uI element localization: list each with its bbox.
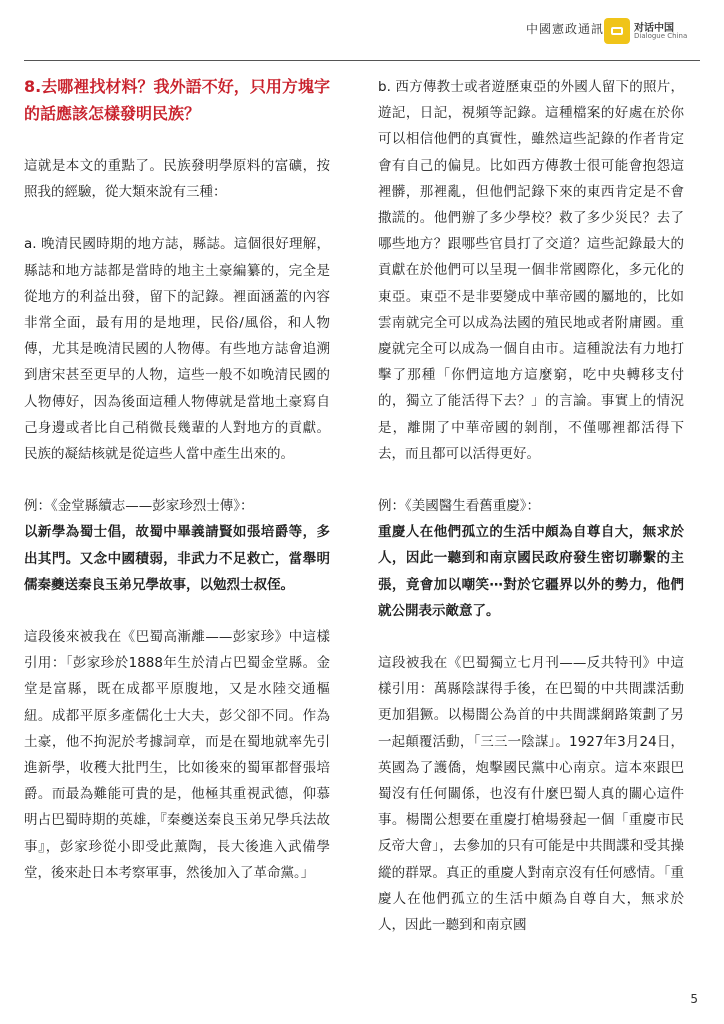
brand-text: 中國憲政通訊	[525, 22, 604, 36]
header-divider	[24, 60, 700, 61]
citation-paragraph: 這段後來被我在《巴蜀高漸離——彭家珍》中這樣引用：「彭家珍於1888年生於清占巴蜀金堂縣。金堂是富縣，既在成都平原腹地，又是水陸交通樞紐。成都平原多產儒化士大夫，彭父卻不同。作為土豪，他不拘泥於考據詞章，而是在蜀地就率先引進新學，收穫大批門生，比如後來的蜀軍都督張培爵。而最為難能可貴的是，他極其重視武德，仰慕明占巴蜀時期的英雄，『秦夔送秦良玉弟兄學兵法故事』，彭家珍從小即受此薰陶，長大後進入武備學堂，後來赴日本考察軍事，然後加入了革命黨。」	[24, 629, 330, 881]
example-quote: 以新學為蜀士倡，故蜀中畢義請賢如張培爵等，多出其門。又念中國積弱，非武力不足救亡，當舉明儒秦夔送秦良玉弟兄學故事，以勉烈士叔侄。	[24, 524, 330, 593]
example-quote: 重慶人在他們孤立的生活中頗為自尊自大，無求於人，因此一聽到和南京國民政府發生密切聯繫的主張，竟會加以嘲笑⋯對於它疆界以外的勢力，他們就公開表示敵意了。	[378, 524, 684, 619]
logo-mark-icon	[604, 18, 630, 44]
dialogue-china-logo	[604, 18, 688, 44]
logo-chinese-text: 对话中国	[634, 23, 674, 34]
citation-paragraph: 這段被我在《巴蜀獨立七月刊——反共特刊》中這樣引用：萬縣陰謀得手後，在巴蜀的中共間諜活動更加猖獗。以楊闇公為首的中共間諜網路策劃了另一起顛覆活動，「三三一陰謀」。1927年3月24日，英國為了護僑，炮擊國民黨中心南京。這本來跟巴蜀沒有任何關係，也沒有什麼巴蜀人真的關心這件事。楊闇公想要在重慶打槍場發起一個「重慶市民反帝大會」，去參加的只有可能是中共間諜和受其操縱的群眾。真正的重慶人對南京沒有任何感情。「重慶人在他們孤立的生活中頗為自尊自大，無求於人，因此一聽到和南京國	[378, 655, 684, 934]
example-label: 例：《金堂縣續志——彭家珍烈士傳》：	[24, 498, 254, 515]
intro-paragraph: 這就是本文的重點了。民族發明學原料的富礦，按照我的經驗，從大類來說有三種：	[24, 158, 330, 201]
logo-english-text: Dialogue China	[634, 32, 688, 40]
example-label: 例：《美國醫生看舊重慶》：	[378, 498, 540, 515]
page-number: 5	[690, 992, 698, 1006]
source-b-paragraph: b. 西方傳教士或者遊歷東亞的外國人留下的照片，遊記，日記，視頻等記錄。這種檔案的好處在於你可以相信他們的真實性，雖然這些記錄的作者肯定會有自己的偏見。比如西方傳教士很可能會抱怨這裡髒，那裡亂，但他們記錄下來的東西肯定是不會撒謊的。他們辦了多少學校？救了多少災民？去了哪些地方？跟哪些官員打了交道？這些記錄最大的貢獻在於他們可以呈現一個非常國際化，多元化的東亞。東亞不是非要變成中華帝國的屬地的，比如雲南就完全可以成為法國的殖民地或者附庸國。重慶就完全可以成為一個自由市。這種說法有力地打擊了那種「你們這地方這麼窮，吃中央轉移支付的，獨立了能活得下去？」的言論。事實上的情況是，離開了中華帝國的剝削，不僅哪裡都活得下去，而且都可以活得更好。	[378, 79, 684, 462]
left-column	[24, 74, 330, 886]
right-column	[378, 74, 684, 938]
source-a-paragraph: a. 晚清民國時期的地方誌，縣誌。這個很好理解，縣誌和地方誌都是當時的地主土豪編纂的，完全是從地方的利益出發，留下的記錄。裡面涵蓋的內容非常全面，最有用的是地理，民俗/風俗，和人物傳，尤其是晚清民國的人物傳。有些地方誌會追溯到唐宋甚至更早的人物，這些一般不如晚清民國的人物傳好，因為後面這種人物傳就是當地土豪寫自己身邊或者比自己稍微長幾輩的人對地方的貢獻。民族的凝結核就是從這些人當中產生出來的。	[24, 236, 330, 463]
section-heading: 8.去哪裡找材料？我外語不好，只用方塊字的話應該怎樣發明民族？	[24, 77, 330, 123]
page-header	[0, 0, 724, 64]
